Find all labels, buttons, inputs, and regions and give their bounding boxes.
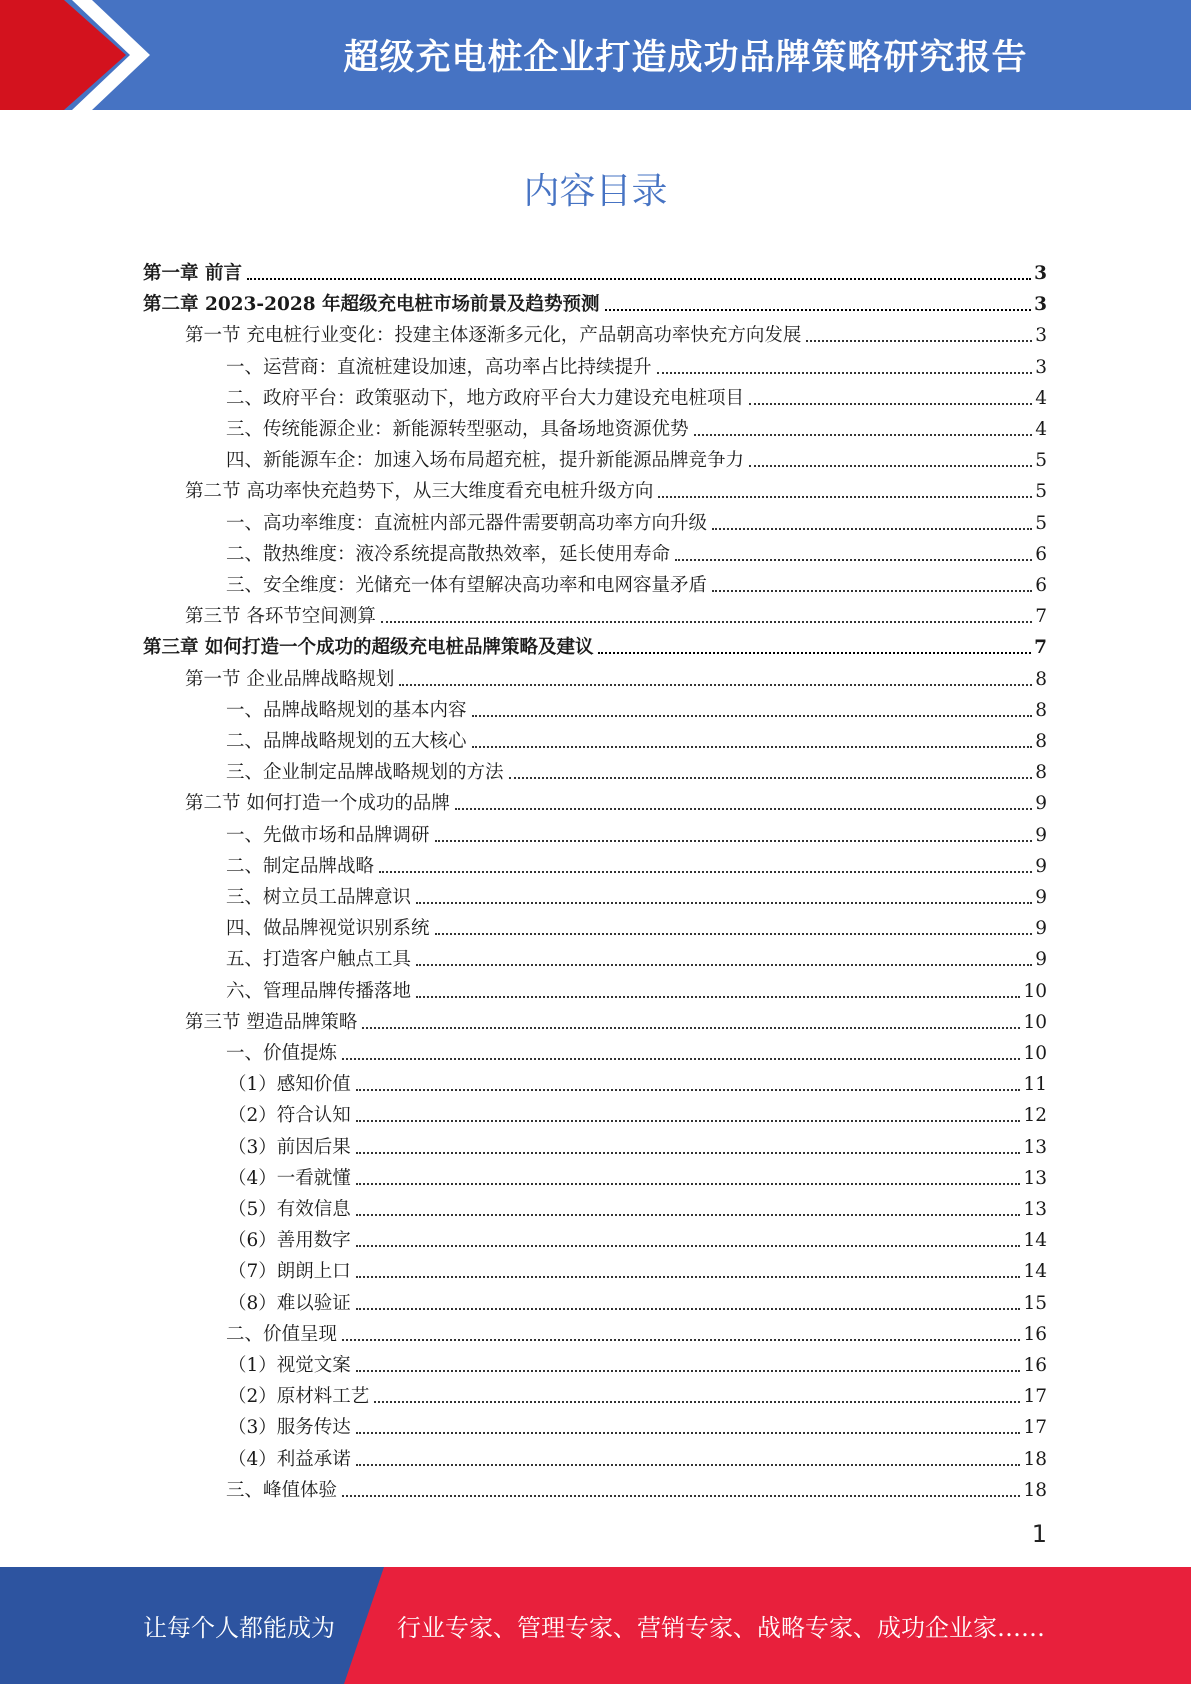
- footer-slogan-right: 行业专家、管理专家、营销专家、战略专家、成功企业家……: [397, 1614, 1045, 1642]
- toc-entry-title: 三、企业制定品牌战略规划的方法: [226, 762, 504, 784]
- toc-entry[interactable]: [226, 504, 1047, 535]
- toc-entry[interactable]: [228, 1096, 1047, 1127]
- toc-dot-leader: [362, 1026, 1020, 1029]
- toc-dot-leader: [356, 1088, 1021, 1091]
- toc-entry-title: 第一章 前言: [143, 263, 242, 284]
- toc-entry-page: 3: [1034, 294, 1047, 316]
- toc-entry-page: 3: [1034, 263, 1047, 284]
- toc-dot-leader: [356, 1307, 1021, 1310]
- toc-entry-page: 7: [1035, 606, 1047, 628]
- toc-entry-title: 二、制定品牌战略: [226, 855, 375, 877]
- header-banner: [0, 0, 1191, 110]
- toc-dot-leader: [806, 339, 1032, 342]
- toc-entry[interactable]: [228, 1284, 1047, 1315]
- toc-entry[interactable]: [228, 1190, 1047, 1221]
- toc-entry[interactable]: [228, 1377, 1047, 1408]
- toc-entry-title: 第二章 2023-2028 年超级充电桩市场前景及趋势预测: [143, 294, 600, 316]
- toc-dot-leader: [472, 714, 1032, 717]
- toc-entry[interactable]: [143, 254, 1047, 285]
- toc-dot-leader: [356, 1431, 1021, 1434]
- toc-entry[interactable]: [226, 753, 1047, 784]
- toc-dot-leader: [356, 1275, 1021, 1278]
- toc-entry[interactable]: [185, 597, 1047, 628]
- toc-entry-page: 5: [1035, 481, 1047, 503]
- toc-entry[interactable]: [143, 285, 1047, 316]
- toc-dot-leader: [379, 870, 1032, 873]
- toc-entry-title: 一、先做市场和品牌调研: [226, 824, 430, 846]
- toc-dot-leader: [455, 807, 1032, 810]
- toc-entry[interactable]: [226, 410, 1047, 441]
- toc-entry-title: （1）感知价值: [228, 1074, 351, 1096]
- toc-entry-title: 第一节 充电桩行业变化：投建主体逐渐多元化，产品朝高功率快充方向发展: [185, 325, 802, 347]
- toc-entry[interactable]: [226, 816, 1047, 847]
- toc-dot-leader: [509, 776, 1032, 779]
- footer-banner: [0, 1567, 1191, 1684]
- toc-entry-page: 3: [1035, 325, 1047, 347]
- toc-entry-title: 三、安全维度：光储充一体有望解决高功率和电网容量矛盾: [226, 575, 708, 596]
- toc-entry-page: 8: [1035, 762, 1047, 784]
- toc-entry-title: （5）有效信息: [228, 1199, 351, 1220]
- toc-entry-page: 8: [1035, 668, 1047, 690]
- toc-entry[interactable]: [228, 1440, 1047, 1471]
- toc-entry-page: 6: [1035, 575, 1047, 596]
- report-title: 超级充电桩企业打造成功品牌策略研究报告: [343, 38, 1028, 78]
- toc-entry[interactable]: [228, 1408, 1047, 1439]
- toc-heading: 内容目录: [523, 171, 668, 212]
- toc-entry[interactable]: [226, 566, 1047, 597]
- toc-entry-page: 6: [1035, 543, 1047, 565]
- toc-entry-page: 9: [1035, 887, 1047, 908]
- toc-entry-title: （2）符合认知: [228, 1105, 351, 1127]
- toc-entry[interactable]: [185, 784, 1047, 815]
- toc-entry[interactable]: [228, 1128, 1047, 1159]
- toc-entry[interactable]: [185, 316, 1047, 347]
- toc-entry[interactable]: [226, 972, 1047, 1003]
- toc-entry-title: （4）一看就懂: [228, 1167, 351, 1189]
- toc-entry-page: 10: [1023, 980, 1047, 1002]
- toc-entry[interactable]: [226, 1315, 1047, 1346]
- toc-entry-page: 18: [1023, 1479, 1047, 1501]
- toc-dot-leader: [356, 1244, 1021, 1247]
- toc-dot-leader: [712, 589, 1032, 592]
- page-number: 1: [1031, 1520, 1047, 1548]
- toc-entry-page: 17: [1023, 1386, 1047, 1408]
- toc-entry[interactable]: [228, 1221, 1047, 1252]
- toc-dot-leader: [598, 651, 1031, 654]
- toc-entry-title: 第三节 各环节空间测算: [185, 606, 376, 628]
- toc-entry-title: 三、传统能源企业：新能源转型驱动，具备场地资源优势: [226, 419, 689, 440]
- toc-entry-page: 12: [1023, 1105, 1047, 1127]
- toc-entry-page: 9: [1035, 918, 1047, 940]
- toc-entry-title: 五、打造客户触点工具: [226, 949, 412, 971]
- toc-entry[interactable]: [226, 722, 1047, 753]
- toc-entry[interactable]: [228, 1346, 1047, 1377]
- toc-entry-title: 第三章 如何打造一个成功的超级充电桩品牌策略及建议: [143, 637, 594, 659]
- toc-entry-page: 9: [1035, 949, 1047, 971]
- toc-entry-page: 11: [1023, 1074, 1047, 1096]
- toc-entry-title: （3）服务传达: [228, 1417, 351, 1439]
- toc-entry-title: 一、运营商：直流桩建设加速，高功率占比持续提升: [226, 356, 652, 378]
- toc-entry-title: 三、峰值体验: [226, 1479, 338, 1501]
- toc-entry-page: 9: [1035, 855, 1047, 877]
- toc-entry-page: 9: [1035, 824, 1047, 846]
- toc-entry-title: 第一节 企业品牌战略规划: [185, 668, 395, 690]
- toc-entry-title: 二、政府平台：政策驱动下，地方政府平台大力建设充电桩项目: [226, 387, 745, 409]
- toc-entry-title: 四、新能源车企：加速入场布局超充桩，提升新能源品牌竞争力: [226, 450, 745, 472]
- toc-entry[interactable]: [226, 379, 1047, 410]
- toc-entry[interactable]: [228, 1159, 1047, 1190]
- toc-dot-leader: [356, 1369, 1021, 1372]
- toc-dot-leader: [342, 1338, 1020, 1341]
- toc-entry[interactable]: [185, 1003, 1047, 1034]
- toc-entry-title: 第二节 如何打造一个成功的品牌: [185, 793, 450, 815]
- toc-entry-page: 13: [1023, 1199, 1047, 1220]
- toc-entry[interactable]: [143, 628, 1047, 659]
- toc-entry[interactable]: [226, 535, 1047, 566]
- toc-entry-page: 13: [1023, 1136, 1047, 1158]
- footer-slogan-left: 让每个人都能成为: [143, 1614, 335, 1642]
- toc-entry-title: （7）朗朗上口: [228, 1261, 351, 1283]
- toc-entry-title: 一、高功率维度：直流桩内部元器件需要朝高功率方向升级: [226, 512, 708, 534]
- toc-entry-page: 8: [1035, 731, 1047, 752]
- toc-dot-leader: [472, 745, 1032, 748]
- toc-dot-leader: [356, 1151, 1021, 1154]
- toc-entry-title: （2）原材料工艺: [228, 1386, 370, 1408]
- toc-dot-leader: [749, 402, 1032, 405]
- toc-entry-title: 六、管理品牌传播落地: [226, 980, 412, 1002]
- toc-dot-leader: [658, 495, 1032, 498]
- toc-entry-title: 二、价值呈现: [226, 1323, 338, 1345]
- toc-entry[interactable]: [226, 1471, 1047, 1502]
- toc-dot-leader: [356, 1213, 1021, 1216]
- toc-dot-leader: [356, 1119, 1021, 1122]
- toc-entry[interactable]: [226, 441, 1047, 472]
- toc-entry-page: 10: [1023, 1011, 1047, 1033]
- toc-dot-leader: [416, 963, 1032, 966]
- toc-entry-title: 三、树立员工品牌意识: [226, 887, 412, 908]
- toc-dot-leader: [342, 1057, 1020, 1060]
- toc-entry-title: （6）善用数字: [228, 1230, 351, 1252]
- toc-entry[interactable]: [228, 1252, 1047, 1283]
- toc-entry-page: 14: [1023, 1230, 1047, 1252]
- toc-entry-title: （8）难以验证: [228, 1292, 351, 1314]
- toc-entry-title: （4）利益承诺: [228, 1448, 351, 1470]
- toc-dot-leader: [749, 464, 1032, 467]
- toc-entry-page: 16: [1023, 1355, 1047, 1376]
- toc-entry-page: 5: [1035, 450, 1047, 472]
- toc-dot-leader: [694, 433, 1032, 436]
- toc-entry-page: 14: [1023, 1261, 1047, 1283]
- toc-entry[interactable]: [226, 1034, 1047, 1065]
- toc-dot-leader: [342, 1494, 1020, 1497]
- toc-entry-page: 4: [1035, 419, 1047, 440]
- toc-dot-leader: [247, 277, 1031, 280]
- toc-entry-page: 9: [1035, 793, 1047, 815]
- toc-entry-title: （1）视觉文案: [228, 1355, 351, 1376]
- toc-dot-leader: [675, 558, 1032, 561]
- toc-entry-page: 5: [1035, 512, 1047, 534]
- toc-entry[interactable]: [226, 348, 1047, 379]
- toc-entry[interactable]: [226, 940, 1047, 971]
- toc-entry[interactable]: [185, 660, 1047, 691]
- toc-entry[interactable]: [226, 691, 1047, 722]
- toc-entry-page: 8: [1035, 699, 1047, 721]
- toc-entry-page: 17: [1023, 1417, 1047, 1439]
- toc-dot-leader: [416, 901, 1032, 904]
- toc-entry[interactable]: [228, 1065, 1047, 1096]
- toc-entry[interactable]: [226, 878, 1047, 909]
- toc-entry[interactable]: [185, 472, 1047, 503]
- toc-dot-leader: [374, 1400, 1020, 1403]
- toc-entry-page: 15: [1023, 1292, 1047, 1314]
- toc-dot-leader: [435, 932, 1032, 935]
- toc-entry-title: 四、做品牌视觉识别系统: [226, 918, 430, 940]
- toc-entry-title: 二、品牌战略规划的五大核心: [226, 731, 467, 752]
- toc-entry-title: （3）前因后果: [228, 1136, 351, 1158]
- toc-entry-page: 13: [1023, 1167, 1047, 1189]
- toc-entry[interactable]: [226, 909, 1047, 940]
- toc-entry-page: 3: [1035, 356, 1047, 378]
- toc-entry-page: 18: [1023, 1448, 1047, 1470]
- toc-entry[interactable]: [226, 847, 1047, 878]
- toc-entry-page: 10: [1023, 1043, 1047, 1064]
- toc-entry-title: 一、品牌战略规划的基本内容: [226, 699, 467, 721]
- toc-dot-leader: [435, 839, 1032, 842]
- toc-dot-leader: [399, 683, 1032, 686]
- toc-dot-leader: [416, 995, 1020, 998]
- toc-dot-leader: [712, 527, 1032, 530]
- toc-dot-leader: [356, 1463, 1021, 1466]
- toc-entry-title: 二、散热维度：液冷系统提高散热效率，延长使用寿命: [226, 543, 671, 565]
- toc-entry-title: 第二节 高功率快充趋势下，从三大维度看充电桩升级方向: [185, 481, 654, 503]
- toc-entry-page: 7: [1034, 637, 1047, 659]
- toc-entry-page: 16: [1023, 1323, 1047, 1345]
- toc-dot-leader: [605, 308, 1032, 311]
- toc-entry-title: 第三节 塑造品牌策略: [185, 1011, 358, 1033]
- toc-entry-title: 一、价值提炼: [226, 1043, 338, 1064]
- toc-dot-leader: [356, 1182, 1021, 1185]
- toc-dot-leader: [657, 371, 1032, 374]
- toc-entry-page: 4: [1035, 387, 1047, 409]
- toc-dot-leader: [381, 620, 1032, 623]
